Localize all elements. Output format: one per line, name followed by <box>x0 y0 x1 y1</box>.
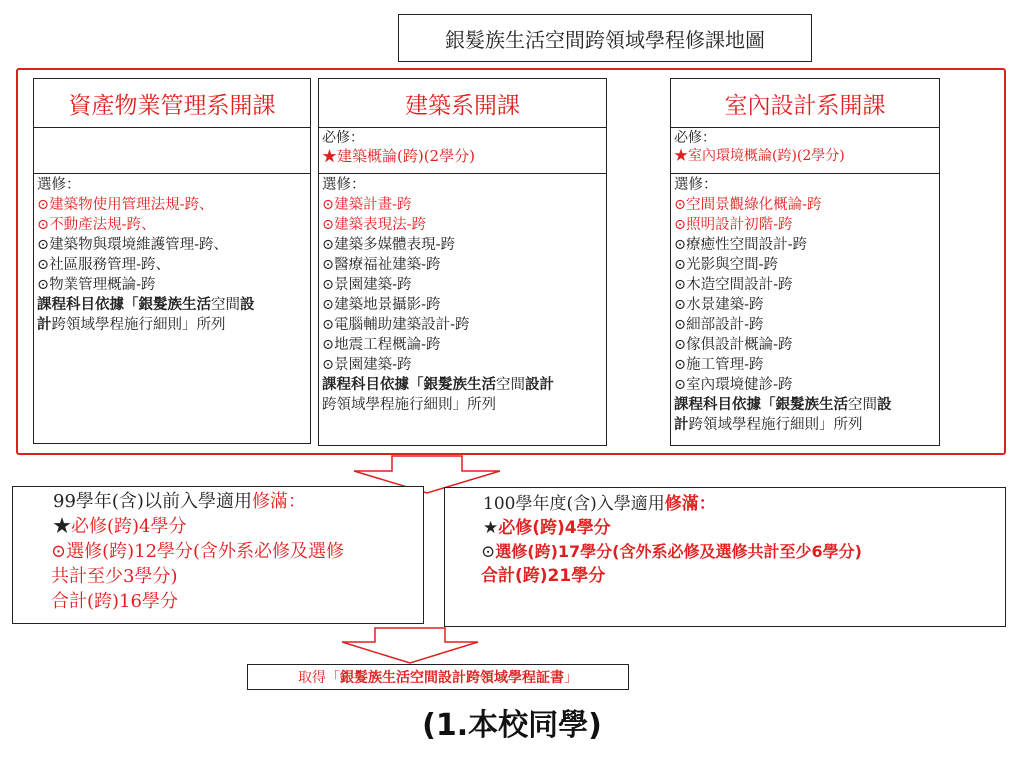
course-item: ⊙不動產法規-跨、 <box>37 217 156 233</box>
elective-section-interior <box>671 174 939 445</box>
column-architecture <box>318 78 607 446</box>
course-item: ⊙景園建築-跨 <box>322 357 412 373</box>
elective-credits <box>481 540 1005 564</box>
requirement-box-100 <box>444 487 1006 627</box>
regulation-note <box>37 295 307 335</box>
course-item: ⊙醫療福祉建築-跨 <box>322 257 441 273</box>
course-item: ⊙空間景觀綠化概論-跨 <box>674 197 822 213</box>
column-asset-management <box>33 78 311 444</box>
course-item: ⊙建築多媒體表現-跨 <box>322 237 456 253</box>
requirement-box-99 <box>12 486 424 624</box>
course-item: ⊙室內環境健診-跨 <box>674 377 793 393</box>
elective-credits-cont: 共計至少3學分) <box>51 566 178 587</box>
elective-credits-text: 選修(跨)17學分(含外系必修及選修共計至少6學分) <box>495 542 862 561</box>
certificate-prefix: 取得「 <box>298 670 340 686</box>
required-course: ★室內環境概論(跨)(2學分) <box>674 148 845 164</box>
page-title <box>398 14 812 62</box>
course-item: ⊙社區服務管理-跨、 <box>37 257 171 273</box>
course-item: ⊙地震工程概論-跨 <box>322 337 441 353</box>
required-section-architecture <box>319 127 606 174</box>
certificate-name: 銀髮族生活空間設計跨領域學程証書 <box>340 670 564 686</box>
heading-highlight: 修滿： <box>664 494 716 514</box>
course-item: ⊙建築物使用管理法規-跨、 <box>37 197 214 213</box>
note-part: 空間 <box>211 297 240 313</box>
required-credits <box>483 516 1005 540</box>
heading-text: 99學年(含)以前入學適用 <box>53 491 252 512</box>
requirement-heading <box>53 489 423 514</box>
note-part: 計 <box>674 417 689 433</box>
required-label: 必修： <box>674 130 716 146</box>
course-item: ⊙建築地景攝影-跨 <box>322 297 441 313</box>
note-part: 課程科目依據「銀髮族生活 <box>674 397 848 413</box>
elective-label: 選修： <box>674 177 718 193</box>
note-part: 設計 <box>525 377 554 393</box>
required-label: 必修： <box>322 130 364 146</box>
note-part: 計 <box>37 317 52 333</box>
note-part: 跨領域學程施行細則」所列 <box>688 417 863 433</box>
elective-section-asset <box>34 174 310 443</box>
note-part: 跨領域學程施行細則」所列 <box>51 317 226 333</box>
elective-credits: ⊙選修(跨)12學分(含外系必修及選修 <box>51 541 345 562</box>
required-section-interior <box>671 127 939 174</box>
circle-dot-icon: ⊙ <box>481 542 496 562</box>
page-title-text: 銀髮族生活空間跨領域學程修課地圖 <box>445 27 765 52</box>
course-item: ⊙景園建築-跨 <box>322 277 412 293</box>
course-item: ⊙照明設計初階-跨 <box>674 217 793 233</box>
course-item: ⊙建築物與環境維護管理-跨、 <box>37 237 229 253</box>
note-part: 空間 <box>496 377 525 393</box>
course-item: ⊙木造空間設計-跨 <box>674 277 793 293</box>
elective-label: 選修： <box>322 177 366 193</box>
total-credits: 合計(跨)21學分 <box>481 566 606 586</box>
elective-label: 選修： <box>37 177 81 193</box>
note-part: 設 <box>240 297 255 313</box>
column-header-architecture: 建築系開課 <box>319 79 606 128</box>
course-item: ⊙施工管理-跨 <box>674 357 764 373</box>
total-credits: 合計(跨)16學分 <box>51 591 178 612</box>
course-item: ⊙電腦輔助建築設計-跨 <box>322 317 470 333</box>
certificate-box <box>247 664 629 690</box>
course-item: ⊙物業管理概論-跨 <box>37 277 156 293</box>
star-icon: ★ <box>483 518 499 538</box>
down-arrow-icon <box>340 627 480 665</box>
certificate-suffix: 」 <box>564 670 578 686</box>
elective-section-architecture <box>319 174 606 445</box>
required-credits-text: 必修(跨)4學分 <box>71 516 187 537</box>
course-item: ⊙光影與空間-跨 <box>674 257 779 273</box>
regulation-note <box>322 375 603 415</box>
required-section-asset <box>34 127 310 174</box>
required-credits <box>53 514 423 539</box>
course-item: ⊙療癒性空間設計-跨 <box>674 237 808 253</box>
course-item: ⊙建築表現法-跨 <box>322 217 427 233</box>
column-header-interior: 室內設計系開課 <box>671 79 939 128</box>
course-item: ⊙傢俱設計概論-跨 <box>674 337 793 353</box>
note-part: 設 <box>877 397 892 413</box>
required-credits-text: 必修(跨)4學分 <box>498 518 611 538</box>
requirement-heading <box>483 492 1005 516</box>
note-part: 空間 <box>848 397 877 413</box>
course-item: ⊙建築計畫-跨 <box>322 197 412 213</box>
column-header-asset: 資產物業管理系開課 <box>34 79 310 128</box>
course-item: ⊙細部設計-跨 <box>674 317 764 333</box>
note-part: 課程科目依據「銀髮族生活 <box>37 297 211 313</box>
star-icon: ★ <box>53 516 71 537</box>
note-part: 課程科目依據「銀髮族生活 <box>322 377 496 393</box>
column-interior-design <box>670 78 940 446</box>
required-course: ★建築概論(跨)(2學分) <box>322 147 475 165</box>
heading-highlight: 修滿： <box>251 491 306 512</box>
regulation-note <box>674 395 936 435</box>
heading-text: 100學年度(含)入學適用 <box>483 494 665 514</box>
course-item: ⊙水景建築-跨 <box>674 297 764 313</box>
note-part: 跨領域學程施行細則」所列 <box>322 397 496 413</box>
footer-caption: (1.本校同學) <box>422 708 602 743</box>
